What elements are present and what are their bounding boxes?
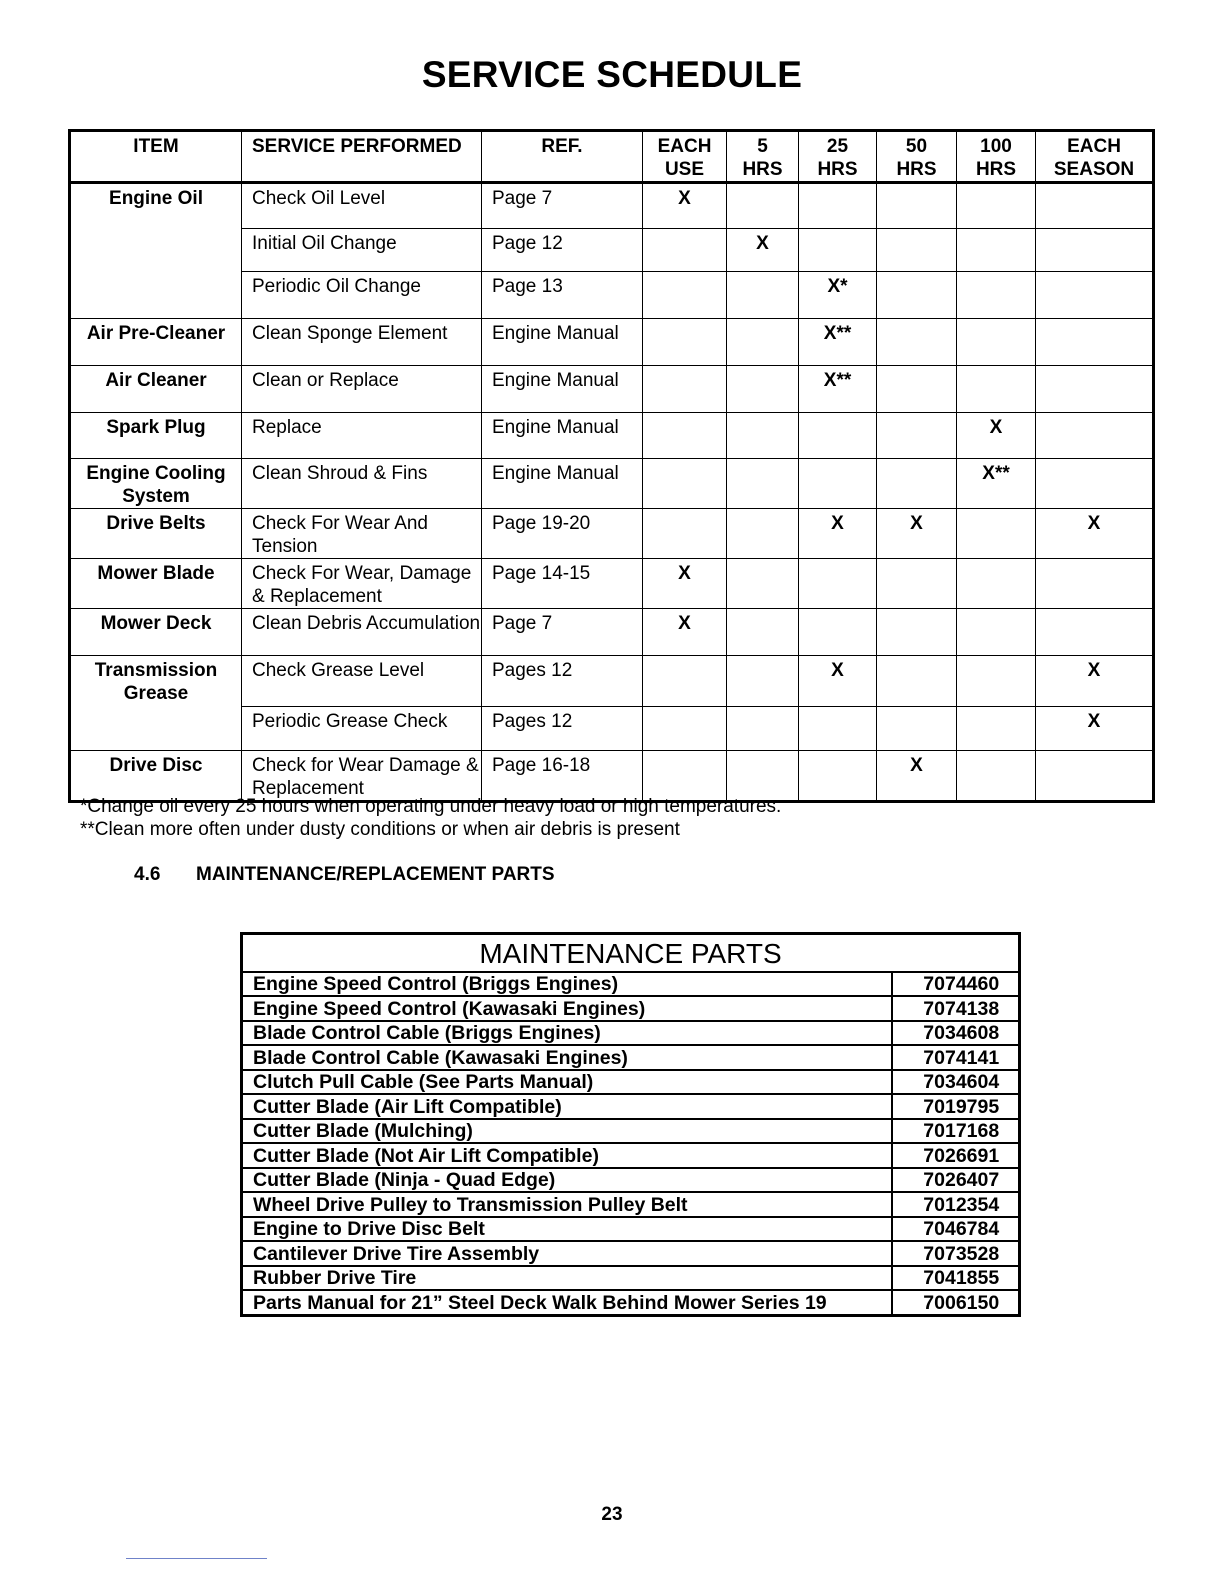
hrs5-cell [727, 183, 799, 229]
part-name: Cutter Blade (Not Air Lift Compatible) [242, 1143, 892, 1167]
part-name: Blade Control Cable (Kawasaki Engines) [242, 1045, 892, 1069]
table-row [242, 1290, 1020, 1315]
ref-cell: Page 12 [482, 229, 643, 272]
table-row [242, 1168, 1020, 1192]
part-number: 7017168 [892, 1119, 1020, 1143]
ref-cell: Page 19-20 [482, 509, 643, 559]
hrs5-cell [727, 272, 799, 319]
table-row [70, 656, 1154, 707]
table-row [242, 1143, 1020, 1167]
hrs5-cell: X [727, 229, 799, 272]
part-number: 7034604 [892, 1070, 1020, 1094]
part-name: Parts Manual for 21” Steel Deck Walk Behind Mower Series 19 [242, 1290, 892, 1315]
each-use-cell [643, 656, 727, 707]
table-row [70, 559, 1154, 609]
hrs100-cell [957, 509, 1036, 559]
each-season-cell: X [1036, 509, 1154, 559]
service-cell: Clean or Replace [242, 366, 482, 413]
hrs100-cell [957, 751, 1036, 802]
item-cell: Mower Deck [70, 609, 242, 656]
hrs25-cell [799, 751, 877, 802]
hrs50-cell [877, 707, 957, 751]
each-season-cell [1036, 559, 1154, 609]
hrs100-cell: X** [957, 459, 1036, 509]
ref-cell: Engine Manual [482, 319, 643, 366]
hrs100-cell [957, 656, 1036, 707]
hrs25-cell: X** [799, 319, 877, 366]
header-5-hrs: 5 HRS [727, 131, 799, 183]
each-use-cell [643, 413, 727, 459]
each-use-cell: X [643, 609, 727, 656]
hrs50-cell: X [877, 751, 957, 802]
table-row [70, 413, 1154, 459]
hrs5-cell [727, 413, 799, 459]
hrs5-cell [727, 559, 799, 609]
hrs5-cell [727, 319, 799, 366]
table-row [70, 183, 1154, 229]
hrs50-cell [877, 656, 957, 707]
schedule-header-row [70, 131, 1154, 183]
each-use-cell [643, 229, 727, 272]
hrs25-cell [799, 609, 877, 656]
part-number: 7074141 [892, 1045, 1020, 1069]
ref-cell: Page 14-15 [482, 559, 643, 609]
service-cell: Check For Wear And Tension [242, 509, 482, 559]
each-season-cell [1036, 319, 1154, 366]
footnote-oil: *Change oil every 25 hours when operating under heavy load or high temperatures. [80, 796, 782, 817]
header-item: ITEM [70, 131, 242, 183]
each-use-cell: X [643, 559, 727, 609]
hrs100-cell [957, 229, 1036, 272]
hrs100-cell [957, 183, 1036, 229]
part-name: Cutter Blade (Air Lift Compatible) [242, 1094, 892, 1118]
section-heading [134, 864, 555, 886]
part-number: 7019795 [892, 1094, 1020, 1118]
part-name: Wheel Drive Pulley to Transmission Pulley Belt [242, 1192, 892, 1216]
hrs50-cell [877, 183, 957, 229]
hrs100-cell [957, 366, 1036, 413]
hrs50-cell [877, 366, 957, 413]
part-number: 7073528 [892, 1241, 1020, 1265]
hrs50-cell [877, 229, 957, 272]
header-50-hrs: 50 HRS [877, 131, 957, 183]
hrs25-cell [799, 559, 877, 609]
hrs5-cell [727, 656, 799, 707]
each-use-cell [643, 319, 727, 366]
hrs25-cell [799, 459, 877, 509]
service-cell: Clean Shroud & Fins [242, 459, 482, 509]
item-cell: Drive Disc [70, 751, 242, 802]
ref-cell: Pages 12 [482, 656, 643, 707]
service-cell: Check Oil Level [242, 183, 482, 229]
section-title: MAINTENANCE/REPLACEMENT PARTS [196, 864, 555, 885]
item-cell: Engine Cooling System [70, 459, 242, 509]
part-name: Rubber Drive Tire [242, 1266, 892, 1290]
table-row [242, 996, 1020, 1020]
page-title: SERVICE SCHEDULE [421, 54, 803, 95]
hrs50-cell [877, 559, 957, 609]
ref-cell: Page 7 [482, 609, 643, 656]
parts-title: MAINTENANCE PARTS [242, 934, 1020, 973]
header-100-hrs: 100 HRS [957, 131, 1036, 183]
ref-cell: Page 7 [482, 183, 643, 229]
part-name: Blade Control Cable (Briggs Engines) [242, 1021, 892, 1045]
item-cell: Transmission Grease [70, 656, 242, 751]
hrs50-cell [877, 272, 957, 319]
table-row [70, 459, 1154, 509]
service-cell: Replace [242, 413, 482, 459]
each-season-cell [1036, 366, 1154, 413]
service-cell: Periodic Oil Change [242, 272, 482, 319]
each-use-cell [643, 509, 727, 559]
hrs100-cell [957, 609, 1036, 656]
service-cell: Clean Debris Accumulation [242, 609, 482, 656]
service-schedule-table [68, 129, 1155, 803]
hrs25-cell [799, 707, 877, 751]
service-cell: Check for Wear Damage & Replacement [242, 751, 482, 802]
service-cell: Clean Sponge Element [242, 319, 482, 366]
service-cell: Check Grease Level [242, 656, 482, 707]
table-row [242, 1266, 1020, 1290]
hrs50-cell [877, 609, 957, 656]
item-cell: Air Cleaner [70, 366, 242, 413]
each-use-cell [643, 751, 727, 802]
part-number: 7006150 [892, 1290, 1020, 1315]
each-use-cell [643, 707, 727, 751]
ref-cell: Engine Manual [482, 413, 643, 459]
header-each-season: EACH SEASON [1036, 131, 1154, 183]
each-use-cell [643, 459, 727, 509]
table-row [242, 1094, 1020, 1118]
hrs5-cell [727, 609, 799, 656]
table-row [242, 1192, 1020, 1216]
hrs100-cell [957, 707, 1036, 751]
table-row [70, 366, 1154, 413]
hrs50-cell: X [877, 509, 957, 559]
hrs25-cell [799, 229, 877, 272]
ref-cell: Page 16-18 [482, 751, 643, 802]
service-cell: Check For Wear, Damage & Replacement [242, 559, 482, 609]
table-row [242, 1070, 1020, 1094]
each-season-cell [1036, 751, 1154, 802]
table-row [242, 972, 1020, 996]
part-name: Engine Speed Control (Briggs Engines) [242, 972, 892, 996]
header-ref: REF. [482, 131, 643, 183]
table-row [70, 319, 1154, 366]
hrs100-cell [957, 559, 1036, 609]
hrs25-cell: X [799, 656, 877, 707]
header-each-use: EACH USE [643, 131, 727, 183]
hrs25-cell: X** [799, 366, 877, 413]
each-use-cell [643, 272, 727, 319]
header-25-hrs: 25 HRS [799, 131, 877, 183]
service-cell: Initial Oil Change [242, 229, 482, 272]
hrs25-cell: X [799, 509, 877, 559]
parts-title-row [242, 934, 1020, 973]
item-cell: Drive Belts [70, 509, 242, 559]
each-season-cell [1036, 272, 1154, 319]
hrs50-cell [877, 413, 957, 459]
hrs50-cell [877, 459, 957, 509]
table-row [70, 751, 1154, 802]
each-season-cell [1036, 183, 1154, 229]
hrs100-cell: X [957, 413, 1036, 459]
table-row [70, 609, 1154, 656]
maintenance-parts-table [240, 932, 1021, 1317]
ref-cell: Engine Manual [482, 459, 643, 509]
hrs5-cell [727, 509, 799, 559]
hrs100-cell [957, 272, 1036, 319]
table-row [242, 1217, 1020, 1241]
part-number: 7012354 [892, 1192, 1020, 1216]
table-row [242, 1119, 1020, 1143]
item-cell: Spark Plug [70, 413, 242, 459]
each-season-cell [1036, 413, 1154, 459]
table-row [242, 1021, 1020, 1045]
hrs5-cell [727, 751, 799, 802]
header-service: SERVICE PERFORMED [242, 131, 482, 183]
each-use-cell: X [643, 183, 727, 229]
item-cell: Mower Blade [70, 559, 242, 609]
each-season-cell [1036, 229, 1154, 272]
service-cell: Periodic Grease Check [242, 707, 482, 751]
part-name: Cutter Blade (Ninja - Quad Edge) [242, 1168, 892, 1192]
hrs100-cell [957, 319, 1036, 366]
part-name: Cutter Blade (Mulching) [242, 1119, 892, 1143]
part-name: Engine to Drive Disc Belt [242, 1217, 892, 1241]
hrs5-cell [727, 459, 799, 509]
table-row [242, 1045, 1020, 1069]
hrs5-cell [727, 707, 799, 751]
item-cell: Engine Oil [70, 183, 242, 319]
table-row [70, 509, 1154, 559]
section-number: 4.6 [134, 864, 161, 885]
hrs25-cell: X* [799, 272, 877, 319]
ref-cell: Engine Manual [482, 366, 643, 413]
part-number: 7074460 [892, 972, 1020, 996]
hrs5-cell [727, 366, 799, 413]
part-number: 7026691 [892, 1143, 1020, 1167]
footnote-dust: **Clean more often under dusty conditions or when air debris is present [80, 819, 680, 840]
page-number: 23 [601, 1504, 623, 1525]
part-number: 7041855 [892, 1266, 1020, 1290]
hrs50-cell [877, 319, 957, 366]
each-season-cell [1036, 459, 1154, 509]
ref-cell: Page 13 [482, 272, 643, 319]
decorative-underline [126, 1558, 267, 1559]
item-cell: Air Pre-Cleaner [70, 319, 242, 366]
hrs25-cell [799, 183, 877, 229]
each-season-cell: X [1036, 707, 1154, 751]
each-season-cell [1036, 609, 1154, 656]
part-name: Clutch Pull Cable (See Parts Manual) [242, 1070, 892, 1094]
part-name: Cantilever Drive Tire Assembly [242, 1241, 892, 1265]
table-row [242, 1241, 1020, 1265]
each-season-cell: X [1036, 656, 1154, 707]
hrs25-cell [799, 413, 877, 459]
part-number: 7074138 [892, 996, 1020, 1020]
each-use-cell [643, 366, 727, 413]
ref-cell: Pages 12 [482, 707, 643, 751]
part-name: Engine Speed Control (Kawasaki Engines) [242, 996, 892, 1020]
part-number: 7034608 [892, 1021, 1020, 1045]
part-number: 7026407 [892, 1168, 1020, 1192]
part-number: 7046784 [892, 1217, 1020, 1241]
